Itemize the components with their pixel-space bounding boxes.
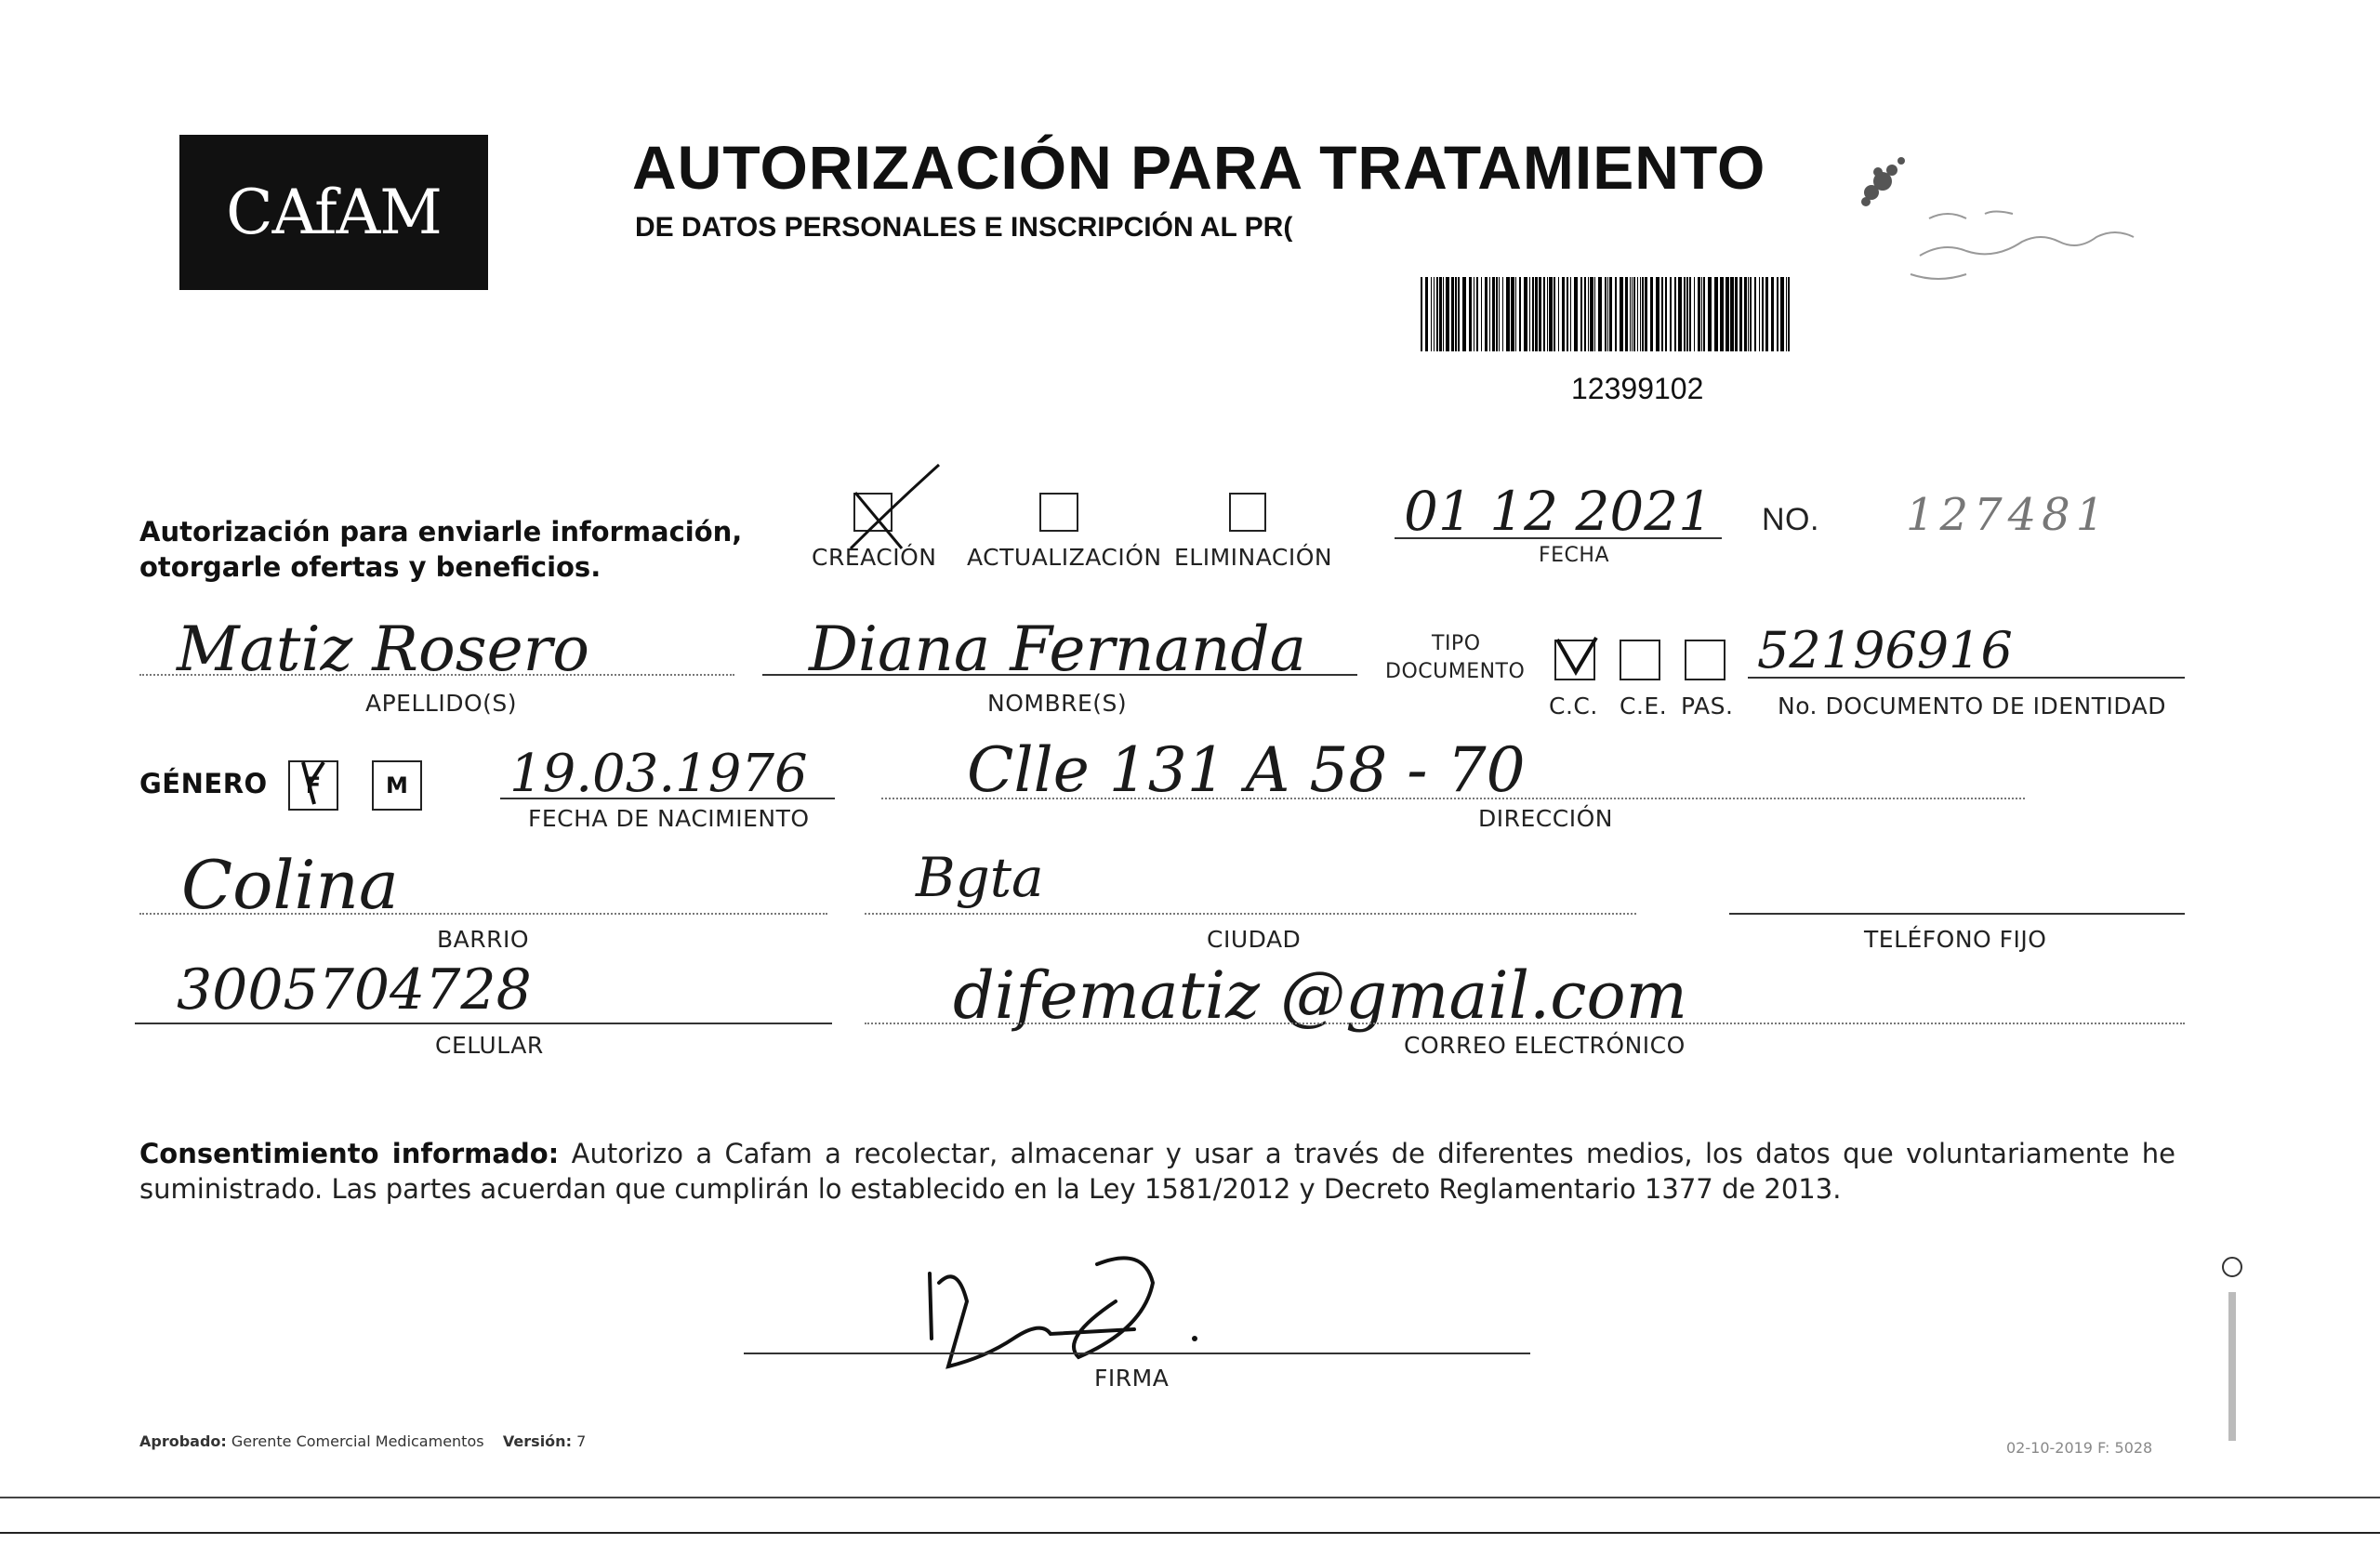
barcode-bar: [1462, 277, 1466, 351]
consent-paragraph: [139, 1136, 2175, 1207]
scan-line-top: [0, 1497, 2380, 1498]
signature: [911, 1246, 1227, 1376]
form-subtitle: DE DATOS PERSONALES E INSCRIPCIÓN AL PR(: [635, 212, 1293, 243]
barcode-bar: [1455, 277, 1457, 351]
version-value: 7: [576, 1432, 587, 1450]
barcode-bar: [1535, 277, 1538, 351]
barcode-bar: [1594, 277, 1595, 351]
barcode-bar: [1529, 277, 1530, 351]
barcode-bar: [1720, 277, 1724, 351]
celular-line: [135, 1023, 832, 1024]
barcode-bar: [1607, 277, 1608, 351]
barcode-bar: [1703, 277, 1705, 351]
genero-m-text: M: [386, 772, 408, 798]
barrio-label: BARRIO: [437, 926, 530, 953]
fecha-label: FECHA: [1539, 544, 1610, 567]
barcode-bar: [1625, 277, 1628, 351]
barcode-bar: [1632, 277, 1633, 351]
barcode-bar: [1558, 277, 1559, 351]
footer-code: 02-10-2019 F: 5028: [2006, 1439, 2153, 1457]
barcode-bar: [1554, 277, 1555, 351]
barcode-bar: [1519, 277, 1521, 351]
correo-line: [865, 1023, 2185, 1024]
direccion-value[interactable]: Clle 131 A 58 - 70: [967, 734, 1526, 806]
barcode-bar: [1436, 277, 1438, 351]
barcode-bar: [1684, 277, 1686, 351]
barcode: [1421, 277, 1792, 351]
barcode-number: 12399102: [1571, 372, 1704, 405]
barcode-bar: [1425, 277, 1428, 351]
barcode-bar: [1665, 277, 1667, 351]
ciudad-line: [865, 913, 1636, 915]
barcode-bar: [1640, 277, 1641, 351]
fecha-value[interactable]: 01 12 2021: [1404, 480, 1713, 543]
firma-line[interactable]: [744, 1353, 1530, 1354]
correo-label: CORREO ELECTRÓNICO: [1404, 1032, 1686, 1059]
ciudad-label: CIUDAD: [1207, 926, 1302, 953]
barcode-bar: [1499, 277, 1500, 351]
barcode-bar: [1620, 277, 1623, 351]
barcode-bar: [1744, 277, 1747, 351]
barcode-bar: [1630, 277, 1631, 351]
barcode-bar: [1698, 277, 1700, 351]
barcode-bar: [1496, 277, 1498, 351]
barcode-bar: [1750, 277, 1752, 351]
tipo-cc-check-mark: [1548, 630, 1604, 686]
barcode-bar: [1492, 277, 1495, 351]
auth-text-line-1: Autorización para enviarle información,: [139, 516, 743, 548]
actualizacion-label: ACTUALIZACIÓN: [967, 544, 1162, 571]
barcode-bar: [1615, 277, 1617, 351]
barcode-bar: [1726, 277, 1729, 351]
scan-line-bottom: [0, 1532, 2380, 1534]
barcode-bar: [1588, 277, 1589, 351]
barcode-bar: [1481, 277, 1482, 351]
version-label: Versión:: [502, 1432, 572, 1450]
barcode-bar: [1765, 277, 1768, 351]
barcode-bar: [1739, 277, 1742, 351]
barcode-bar: [1421, 277, 1422, 351]
genero-label: GÉNERO: [139, 768, 268, 799]
telefono-line[interactable]: [1729, 913, 2185, 915]
barcode-bar: [1759, 277, 1760, 351]
genero-f-check-mark: [296, 758, 333, 809]
barcode-bar: [1686, 277, 1688, 351]
barcode-bar: [1633, 277, 1635, 351]
barcode-bar: [1524, 277, 1527, 351]
barcode-bar: [1661, 277, 1663, 351]
ciudad-value[interactable]: Bgta: [916, 846, 1044, 909]
barcode-bar: [1645, 277, 1647, 351]
documento-value[interactable]: 52196916: [1757, 621, 2013, 680]
apellidos-line: [139, 674, 734, 676]
nacimiento-value[interactable]: 19.03.1976: [509, 744, 808, 804]
barcode-bar: [1439, 277, 1442, 351]
genero-f-text: F: [305, 772, 322, 798]
barcode-bar: [1443, 277, 1444, 351]
form-title: AUTORIZACIÓN PARA TRATAMIENTO: [632, 133, 1766, 202]
tipo-cc-label: C.C.: [1549, 693, 1598, 719]
barrio-value[interactable]: Colina: [181, 846, 399, 924]
firma-label: FIRMA: [1094, 1365, 1170, 1392]
barcode-bar: [1515, 277, 1516, 351]
barcode-bar: [1788, 277, 1790, 351]
barrio-line: [139, 913, 827, 915]
barcode-bar: [1786, 277, 1787, 351]
direccion-label: DIRECCIÓN: [1478, 805, 1613, 832]
tipo-pas-checkbox[interactable]: [1685, 640, 1726, 680]
creacion-check-mark: [837, 460, 948, 553]
barcode-bar: [1489, 277, 1490, 351]
barcode-bar: [1701, 277, 1702, 351]
apellidos-label: APELLIDO(S): [365, 690, 518, 717]
barcode-bar: [1511, 277, 1514, 351]
barcode-bar: [1584, 277, 1586, 351]
fecha-line: [1395, 537, 1722, 539]
correo-value[interactable]: difematiz @gmail.com: [953, 957, 1687, 1034]
nombres-line: [762, 674, 1357, 676]
barcode-bar: [1549, 277, 1553, 351]
barcode-bar: [1650, 277, 1653, 351]
barcode-bar: [1689, 277, 1691, 351]
barcode-bar: [1708, 277, 1712, 351]
nacimiento-line: [500, 798, 835, 799]
stamp-mark: [1855, 144, 2208, 302]
barcode-bar: [1580, 277, 1582, 351]
barcode-bar: [1539, 277, 1541, 351]
barcode-bar: [1771, 277, 1774, 351]
barcode-bar: [1735, 277, 1738, 351]
documento-label: No. DOCUMENTO DE IDENTIDAD: [1778, 693, 2167, 719]
tipo-label-1: TIPO: [1432, 632, 1481, 655]
aprobado-label: Aprobado:: [139, 1432, 227, 1450]
footer-approval: [139, 1432, 586, 1450]
barcode-bar: [1574, 277, 1578, 351]
nacimiento-label: FECHA DE NACIMIENTO: [528, 805, 810, 832]
barcode-bar: [1694, 277, 1695, 351]
barcode-bar: [1748, 277, 1749, 351]
barcode-bar: [1476, 277, 1478, 351]
tipo-label-2: DOCUMENTO: [1385, 660, 1526, 683]
barcode-bar: [1590, 277, 1593, 351]
barcode-bar: [1714, 277, 1718, 351]
no-label: NO.: [1762, 502, 1819, 537]
barcode-bar: [1506, 277, 1510, 351]
tipo-ce-label: C.E.: [1620, 693, 1668, 719]
barcode-bar: [1547, 277, 1548, 351]
barcode-bar: [1469, 277, 1472, 351]
direccion-line: [881, 798, 2025, 799]
barcode-bar: [1642, 277, 1644, 351]
nombres-label: NOMBRE(S): [987, 690, 1128, 717]
authorization-text: [139, 514, 742, 585]
eliminacion-checkbox[interactable]: [1229, 493, 1266, 532]
consent-text: Autorizo a Cafam a recolectar, almacenar y usar a través de diferentes medios, los datos que voluntariamente he suministrado. Las partes acuerdan que cumplirán lo establecido en la Ley 1581/2012 y Decreto Reglamentario 1377 de 2013.: [139, 1138, 2175, 1205]
celular-label: CELULAR: [435, 1032, 544, 1059]
barcode-bar: [1562, 277, 1565, 351]
barcode-bar: [1446, 277, 1449, 351]
barcode-bar: [1434, 277, 1435, 351]
barcode-bar: [1754, 277, 1756, 351]
barcode-bar: [1730, 277, 1734, 351]
barcode-bar: [1543, 277, 1545, 351]
no-value: 127481: [1906, 489, 2110, 541]
barcode-bar: [1532, 277, 1534, 351]
barcode-bar: [1637, 277, 1638, 351]
genero-m-checkbox[interactable]: [372, 760, 422, 811]
creacion-label: CREACIÓN: [812, 544, 937, 571]
barcode-bar: [1678, 277, 1682, 351]
barcode-bar: [1780, 277, 1784, 351]
barcode-bar: [1656, 277, 1659, 351]
barcode-bar: [1567, 277, 1568, 351]
nombres-value[interactable]: Diana Fernanda: [809, 614, 1306, 685]
barcode-bar: [1485, 277, 1488, 351]
barcode-bar: [1570, 277, 1571, 351]
barcode-bar: [1777, 277, 1778, 351]
auth-text-line-2: otorgarle ofertas y beneficios.: [139, 551, 602, 583]
barcode-bar: [1670, 277, 1672, 351]
barcode-bar: [1451, 277, 1454, 351]
tipo-ce-checkbox[interactable]: [1620, 640, 1660, 680]
barcode-bar: [1502, 277, 1503, 351]
apellidos-value[interactable]: Matiz Rosero: [177, 614, 589, 685]
celular-value[interactable]: 3005704728: [177, 957, 532, 1023]
barcode-bar: [1674, 277, 1676, 351]
aprobado-value: Gerente Comercial Medicamentos: [231, 1432, 484, 1450]
telefono-label: TELÉFONO FIJO: [1864, 926, 2047, 953]
barcode-bar: [1605, 277, 1606, 351]
barcode-bar: [1431, 277, 1432, 351]
logo-text: CAfAM: [226, 177, 442, 248]
barcode-bar: [1458, 277, 1460, 351]
barcode-bar: [1598, 277, 1602, 351]
actualizacion-checkbox[interactable]: [1039, 493, 1078, 532]
cafam-logo: [179, 135, 488, 290]
documento-line: [1748, 677, 2185, 679]
consent-heading: Consentimiento informado:: [139, 1138, 560, 1169]
eliminacion-label: ELIMINACIÓN: [1174, 544, 1333, 571]
side-stamp: [2220, 1255, 2244, 1450]
tipo-pas-label: PAS.: [1681, 693, 1734, 719]
barcode-bar: [1762, 277, 1764, 351]
barcode-bar: [1609, 277, 1612, 351]
